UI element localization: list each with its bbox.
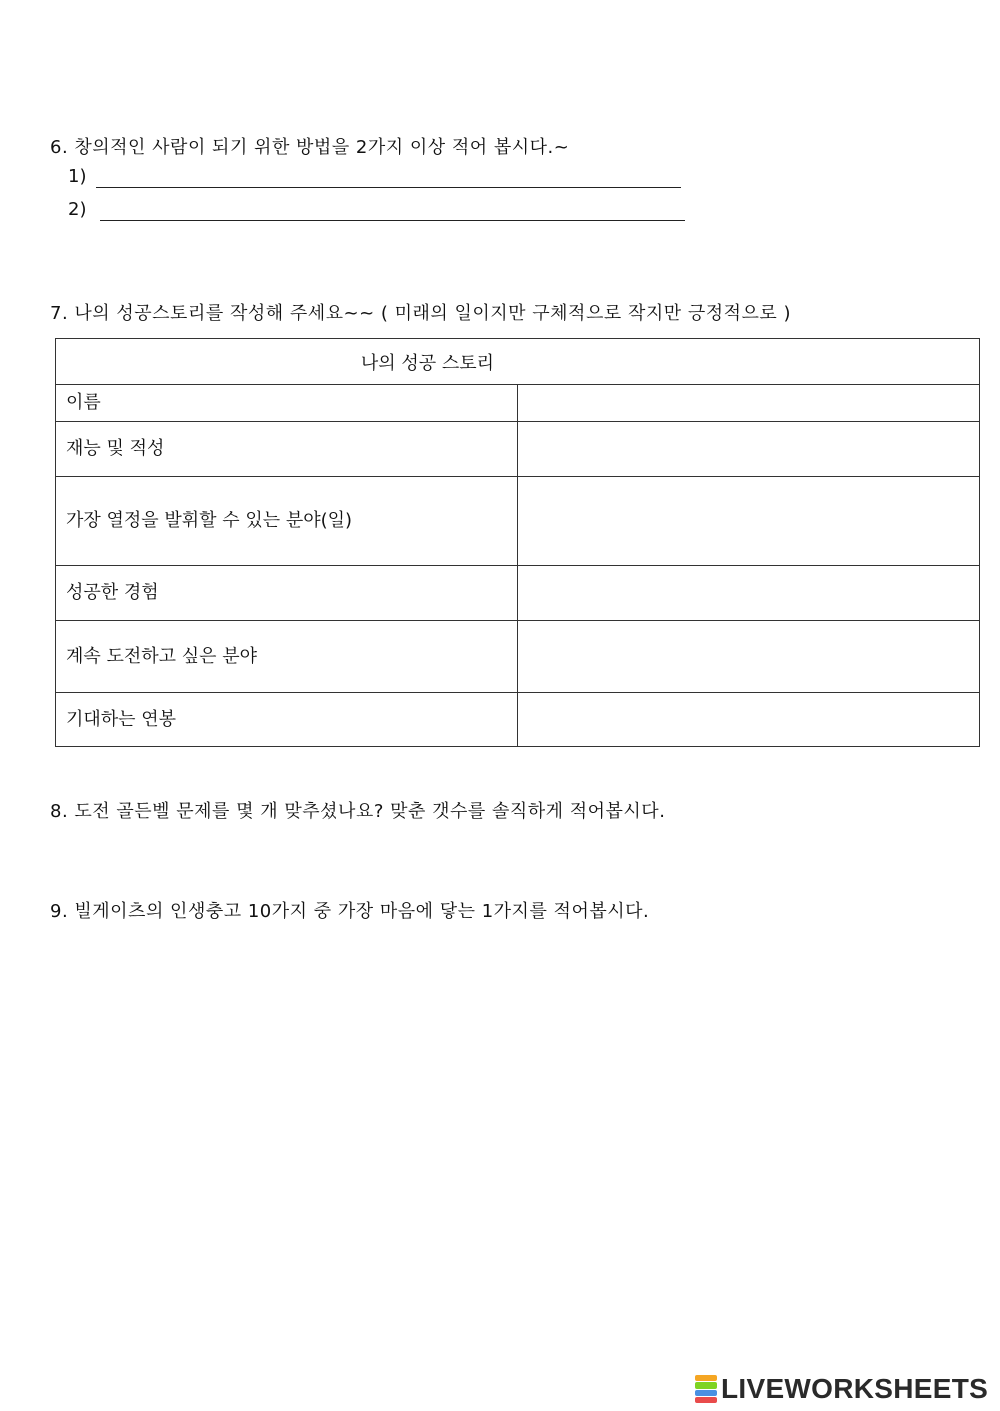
table-row — [56, 693, 980, 747]
answer-input-challenge-field[interactable] — [518, 647, 979, 667]
q6-line-number-1: 1) — [68, 166, 87, 187]
answer-cell-name[interactable] — [518, 385, 980, 422]
answer-input-talent[interactable] — [518, 440, 979, 460]
row-label-talent: 재능 및 적성 — [56, 422, 518, 477]
liveworksheets-brand — [695, 1373, 988, 1405]
row-label-passion-field: 가장 열정을 발휘할 수 있는 분야(일) — [56, 477, 518, 566]
table-row — [56, 621, 980, 693]
row-label-success-experience: 성공한 경험 — [56, 566, 518, 621]
answer-cell-talent[interactable] — [518, 422, 980, 477]
table-row — [56, 566, 980, 621]
q6-answer-line-1[interactable] — [68, 166, 688, 192]
answer-cell-challenge-field[interactable] — [518, 621, 980, 693]
table-row — [56, 422, 980, 477]
answer-input-passion-field[interactable] — [518, 512, 979, 532]
q6-answer-rule-1 — [96, 187, 681, 188]
table-header-row — [56, 339, 980, 385]
q8-answer-field[interactable] — [50, 830, 694, 866]
answer-cell-passion-field[interactable] — [518, 477, 980, 566]
question-6-text: 6. 창의적인 사람이 되기 위한 방법을 2가지 이상 적어 봅시다.~ — [50, 137, 570, 158]
question-7-text: 7. 나의 성공스토리를 작성해 주세요~~ ( 미래의 일이지만 구체적으로 작지만 긍정적으로 ) — [50, 303, 792, 324]
table-title: 나의 성공 스토리 — [56, 339, 980, 385]
answer-cell-expected-salary[interactable] — [518, 693, 980, 747]
answer-cell-success-experience[interactable] — [518, 566, 980, 621]
answer-input-name[interactable] — [518, 394, 979, 414]
row-label-expected-salary: 기대하는 연봉 — [56, 693, 518, 747]
table-row — [56, 385, 980, 422]
row-label-challenge-field: 계속 도전하고 싶은 분야 — [56, 621, 518, 693]
brand-name: LIVEWORKSHEETS — [721, 1373, 989, 1404]
question-9-text: 9. 빌게이츠의 인생충고 10가지 중 가장 마음에 닿는 1가지를 적어봅시다. — [50, 901, 650, 922]
q9-answer-field[interactable] — [50, 930, 694, 966]
success-story-table — [55, 338, 980, 747]
q6-line-number-2: 2) — [68, 199, 87, 220]
q6-answer-rule-2 — [100, 220, 685, 221]
row-label-name: 이름 — [56, 385, 518, 422]
answer-input-success-experience[interactable] — [518, 584, 979, 604]
answer-input-expected-salary[interactable] — [518, 710, 979, 730]
table-row — [56, 477, 980, 566]
liveworksheets-logo-icon — [695, 1375, 717, 1403]
question-8-text: 8. 도전 골든벨 문제를 몇 개 맞추셨나요? 맞춘 갯수를 솔직하게 적어봅시다. — [50, 801, 666, 822]
q6-answer-line-2[interactable] — [68, 199, 688, 225]
